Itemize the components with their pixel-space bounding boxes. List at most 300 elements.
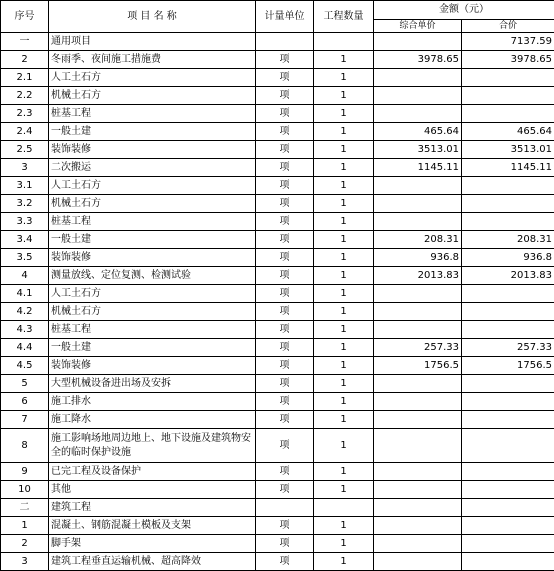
row-number [1,499,49,517]
row-number-text: 5 [21,378,27,389]
row-unit-text: 项 [280,72,290,83]
row-total [462,87,554,105]
row-unit-text: 项 [280,556,290,567]
row-name-text: 通用项目 [51,36,91,47]
row-quantity-text: 1 [340,378,346,389]
row-quantity-text: 1 [340,556,346,567]
row-unit-text: 项 [280,54,290,65]
row-number [1,321,49,339]
row-name-text: 其他 [51,484,71,495]
row-name-text: 装饰装修 [51,360,91,371]
row-unit-price-text: 465.64 [424,126,459,137]
row-unit-price [374,105,462,123]
row-name-text: 机械土石方 [51,198,101,209]
row-number [1,357,49,375]
row-total [462,535,554,553]
row-unit [256,123,314,141]
header-qty: 工程数量 [314,1,374,33]
row-name [49,249,256,267]
row-number [1,213,49,231]
row-unit [256,535,314,553]
row-unit [256,249,314,267]
row-name [49,321,256,339]
table-row[interactable] [1,535,554,553]
row-name-text: 一般土建 [51,234,91,245]
row-name-text: 施工影响场地周边地上、地下设施及建筑物安全的临时保护设施 [51,432,253,460]
row-unit-price [374,285,462,303]
row-name-text: 人工土石方 [51,72,101,83]
row-quantity [314,231,374,249]
row-unit-price [374,517,462,535]
row-unit [256,213,314,231]
row-total [462,499,554,517]
header-total: 合价 [462,20,554,33]
row-number [1,285,49,303]
row-unit-text: 项 [280,288,290,299]
row-number [1,303,49,321]
row-name-text: 施工排水 [51,396,91,407]
row-total [462,159,554,177]
table-row[interactable] [1,33,554,51]
row-name-text: 建筑工程垂直运输机械、超高降效 [51,556,201,567]
row-number-text: 3.5 [17,252,33,263]
table-row[interactable] [1,87,554,105]
row-unit-price [374,87,462,105]
row-quantity-text: 1 [340,324,346,335]
row-name [49,105,256,123]
row-quantity-text: 1 [340,270,346,281]
header-name: 项 目 名 称 [49,1,256,33]
row-quantity-text: 1 [340,252,346,263]
row-unit-price [374,357,462,375]
table-row[interactable] [1,375,554,393]
row-number-text: 2.3 [17,108,33,119]
table-row[interactable] [1,177,554,195]
table-row[interactable] [1,393,554,411]
row-number [1,553,49,571]
row-number-text: 4.2 [17,306,33,317]
row-name [49,411,256,429]
row-unit-price-text: 2013.83 [418,270,459,281]
table-row[interactable] [1,411,554,429]
row-quantity [314,159,374,177]
row-name-text: 测量放线、定位复测、检测试验 [51,270,191,281]
table-row[interactable] [1,481,554,499]
row-number-text: 2.5 [17,144,33,155]
row-number-text: 2.2 [17,90,33,101]
row-unit [256,177,314,195]
row-name [49,285,256,303]
row-number-text: 二 [20,502,30,513]
row-total [462,249,554,267]
row-quantity-text: 1 [340,484,346,495]
row-quantity-text: 1 [340,440,346,451]
row-unit-text: 项 [280,440,290,451]
row-quantity-text: 1 [340,72,346,83]
row-unit-price [374,213,462,231]
row-name [49,499,256,517]
row-unit [256,231,314,249]
row-name-text: 人工土石方 [51,180,101,191]
table-row[interactable] [1,159,554,177]
table-row[interactable] [1,357,554,375]
row-unit [256,481,314,499]
row-total [462,303,554,321]
row-unit-price [374,339,462,357]
table-row[interactable] [1,303,554,321]
row-number-text: 3 [21,556,27,567]
row-quantity [314,429,374,463]
table-row[interactable] [1,339,554,357]
row-name [49,535,256,553]
row-name [49,159,256,177]
row-quantity [314,393,374,411]
row-quantity [314,123,374,141]
row-unit-price [374,141,462,159]
row-quantity-text: 1 [340,108,346,119]
row-unit-text: 项 [280,234,290,245]
row-number-text: 3.1 [17,180,33,191]
row-quantity [314,375,374,393]
row-number-text: 2 [21,54,27,65]
row-quantity [314,535,374,553]
row-quantity [314,87,374,105]
row-number [1,159,49,177]
table-row[interactable] [1,249,554,267]
row-unit-price [374,267,462,285]
row-unit [256,159,314,177]
row-number [1,69,49,87]
row-number-text: 4 [21,270,27,281]
row-total [462,231,554,249]
row-quantity [314,213,374,231]
row-number-text: 一 [20,36,30,47]
row-quantity [314,303,374,321]
row-quantity [314,69,374,87]
row-quantity-text: 1 [340,216,346,227]
row-quantity-text: 1 [340,162,346,173]
row-name-text: 桩基工程 [51,324,91,335]
row-name-text: 人工土石方 [51,288,101,299]
row-unit-price-text: 208.31 [424,234,459,245]
row-name [49,553,256,571]
row-quantity-text: 1 [340,396,346,407]
row-unit-text: 项 [280,126,290,137]
row-quantity [314,177,374,195]
row-unit [256,195,314,213]
row-unit-text: 项 [280,324,290,335]
row-number [1,51,49,69]
row-total [462,357,554,375]
row-unit-text: 项 [280,180,290,191]
row-name-text: 施工降水 [51,414,91,425]
row-name [49,69,256,87]
row-name-text: 机械土石方 [51,90,101,101]
row-number [1,195,49,213]
row-unit-text: 项 [280,90,290,101]
row-number [1,535,49,553]
table-row[interactable] [1,463,554,481]
row-total [462,105,554,123]
row-total [462,51,554,69]
row-quantity-text: 1 [340,90,346,101]
row-name [49,87,256,105]
table-row[interactable] [1,231,554,249]
row-number-text: 3.4 [17,234,33,245]
row-number-text: 7 [21,414,27,425]
row-unit-text: 项 [280,270,290,281]
row-quantity-text: 1 [340,144,346,155]
row-number [1,105,49,123]
row-total-text: 208.31 [517,234,552,245]
row-quantity [314,321,374,339]
row-unit-text: 项 [280,466,290,477]
row-unit [256,87,314,105]
row-number-text: 10 [18,484,31,495]
row-name [49,141,256,159]
row-unit-text: 项 [280,198,290,209]
row-number [1,231,49,249]
row-number [1,463,49,481]
row-number [1,375,49,393]
row-total [462,321,554,339]
row-name-text: 一般土建 [51,126,91,137]
row-unit-text: 项 [280,378,290,389]
row-quantity-text: 1 [340,126,346,137]
row-total [462,429,554,463]
row-unit-price [374,159,462,177]
row-name [49,463,256,481]
table-row[interactable] [1,69,554,87]
row-unit-price [374,123,462,141]
row-quantity-text: 1 [340,538,346,549]
row-number [1,87,49,105]
row-name-text: 冬雨季、夜间施工措施费 [51,54,161,65]
row-number [1,411,49,429]
row-unit-price [374,375,462,393]
row-quantity [314,249,374,267]
row-name [49,339,256,357]
row-unit-price-text: 1145.11 [418,162,459,173]
row-name [49,195,256,213]
row-quantity-text: 1 [340,466,346,477]
row-name-text: 装饰装修 [51,252,91,263]
row-number [1,177,49,195]
table-row[interactable] [1,517,554,535]
row-total [462,267,554,285]
row-unit-price [374,177,462,195]
row-quantity-text: 1 [340,342,346,353]
header-unit-price: 综合单价 [374,20,462,33]
row-total [462,393,554,411]
row-name [49,393,256,411]
table-row[interactable] [1,285,554,303]
row-unit [256,267,314,285]
table-row[interactable] [1,429,554,463]
row-quantity-text: 1 [340,360,346,371]
row-name-text: 桩基工程 [51,216,91,227]
row-number [1,339,49,357]
row-number [1,429,49,463]
row-number [1,123,49,141]
row-number-text: 2.1 [17,72,33,83]
row-name-text: 装饰装修 [51,144,91,155]
row-unit-text: 项 [280,306,290,317]
row-unit [256,105,314,123]
row-name-text: 混凝土、钢筋混凝土模板及支架 [51,520,191,531]
row-total [462,195,554,213]
row-name-text: 桩基工程 [51,108,91,119]
row-number [1,141,49,159]
row-unit-price [374,231,462,249]
row-total [462,411,554,429]
row-quantity [314,51,374,69]
table-row[interactable] [1,267,554,285]
table-row[interactable] [1,123,554,141]
row-name [49,357,256,375]
row-number-text: 4.1 [17,288,33,299]
row-total [462,375,554,393]
row-unit-price [374,481,462,499]
row-unit-price [374,69,462,87]
row-unit [256,375,314,393]
row-number [1,267,49,285]
header-unit: 计量单位 [256,1,314,33]
row-quantity [314,463,374,481]
table-row[interactable] [1,499,554,517]
row-unit-price-text: 1756.5 [424,360,459,371]
row-number-text: 6 [21,396,27,407]
row-quantity-text: 1 [340,306,346,317]
row-number [1,393,49,411]
row-unit-text: 项 [280,538,290,549]
row-unit [256,141,314,159]
row-unit [256,553,314,571]
row-unit [256,411,314,429]
row-total [462,481,554,499]
table-row[interactable] [1,213,554,231]
table-row[interactable] [1,321,554,339]
row-unit-text: 项 [280,484,290,495]
row-total-text: 1145.11 [511,162,552,173]
row-total [462,339,554,357]
row-total-text: 2013.83 [511,270,552,281]
row-name [49,33,256,51]
row-unit [256,357,314,375]
row-unit-price-text: 257.33 [424,342,459,353]
row-quantity-text: 1 [340,198,346,209]
row-name [49,429,256,463]
row-unit-price [374,321,462,339]
row-unit-price-text: 936.8 [430,252,459,263]
row-name-text: 大型机械设备进出场及安拆 [51,378,171,389]
row-number-text: 3.2 [17,198,33,209]
row-total [462,517,554,535]
row-quantity [314,285,374,303]
row-unit-price [374,249,462,267]
row-unit-price [374,303,462,321]
row-number-text: 2 [21,538,27,549]
row-number-text: 4.5 [17,360,33,371]
row-quantity [314,499,374,517]
row-name [49,481,256,499]
row-quantity-text: 1 [340,234,346,245]
row-unit-price [374,33,462,51]
row-total [462,33,554,51]
row-name [49,51,256,69]
row-total-text: 1756.5 [517,360,552,371]
row-unit-text: 项 [280,252,290,263]
row-quantity [314,267,374,285]
row-unit [256,33,314,51]
table-row[interactable] [1,141,554,159]
row-unit [256,517,314,535]
table-row[interactable] [1,553,554,571]
row-unit [256,463,314,481]
row-name [49,231,256,249]
row-total-text: 3513.01 [511,144,552,155]
row-unit-text: 项 [280,414,290,425]
row-quantity [314,357,374,375]
row-unit-price-text: 3513.01 [418,144,459,155]
row-number [1,517,49,535]
row-unit [256,51,314,69]
row-unit [256,69,314,87]
row-quantity [314,553,374,571]
row-quantity [314,195,374,213]
row-number-text: 3.3 [17,216,33,227]
row-quantity-text: 1 [340,520,346,531]
row-name [49,177,256,195]
row-name [49,123,256,141]
row-unit-price [374,499,462,517]
table-body [1,33,554,571]
row-number-text: 4.4 [17,342,33,353]
row-unit-price [374,553,462,571]
row-unit-price [374,463,462,481]
row-number [1,33,49,51]
row-unit [256,429,314,463]
row-name [49,267,256,285]
row-quantity-text: 1 [340,180,346,191]
row-total-text: 3978.65 [511,54,552,65]
row-unit-text: 项 [280,216,290,227]
row-total [462,177,554,195]
row-number-text: 4.3 [17,324,33,335]
row-unit-text: 项 [280,342,290,353]
row-quantity [314,141,374,159]
row-total [462,141,554,159]
row-name [49,375,256,393]
table-row[interactable] [1,51,554,69]
row-unit-price [374,535,462,553]
row-quantity-text: 1 [340,54,346,65]
row-unit-price [374,195,462,213]
row-name-text: 机械土石方 [51,306,101,317]
row-number-text: 8 [21,440,27,451]
row-name-text: 脚手架 [51,538,81,549]
row-total-text: 465.64 [517,126,552,137]
row-unit-text: 项 [280,396,290,407]
row-quantity [314,33,374,51]
row-unit [256,303,314,321]
row-number-text: 3 [21,162,27,173]
table-row[interactable] [1,195,554,213]
table-row[interactable] [1,105,554,123]
row-name [49,303,256,321]
row-quantity [314,339,374,357]
row-unit-text: 项 [280,520,290,531]
